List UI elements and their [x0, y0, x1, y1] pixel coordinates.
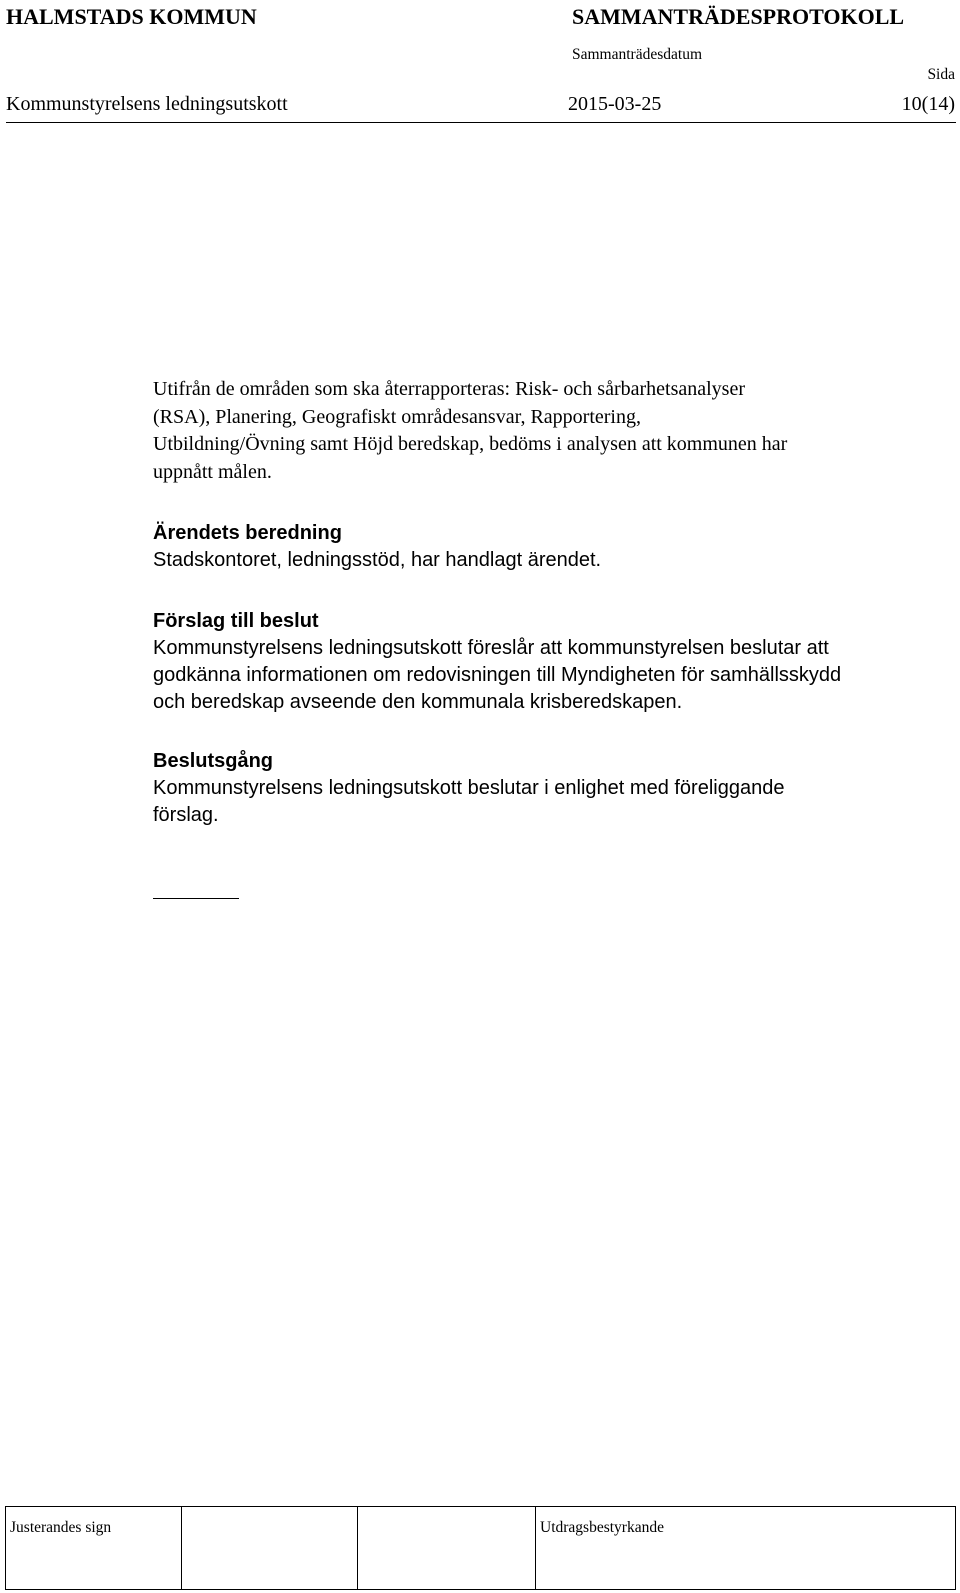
meeting-date: 2015-03-25: [568, 93, 662, 115]
signature-cell: [182, 1507, 358, 1589]
intro-line: Utbildning/Övning samt Höjd beredskap, bedöms i analysen att kommunen har: [153, 433, 788, 455]
section-heading: Förslag till beslut: [153, 610, 319, 632]
meeting-date-label: Sammanträdesdatum: [572, 46, 702, 63]
extract-certification-cell: [536, 1507, 955, 1589]
section-line: och beredskap avseende den kommunala krisberedskapen.: [153, 691, 683, 713]
section-line: förslag.: [153, 804, 219, 826]
page-label: Sida: [927, 66, 955, 83]
adjuster-sign-cell: [6, 1507, 182, 1589]
signature-cell: [358, 1507, 536, 1589]
section-line: Kommunstyrelsens ledningsutskott föreslår att kommunstyrelsen beslutar att: [153, 637, 829, 659]
section-line: Stadskontoret, ledningsstöd, har handlagt ärendet.: [153, 549, 602, 571]
section-line: Kommunstyrelsens ledningsutskott beslutar i enlighet med föreliggande: [153, 777, 785, 799]
intro-line: uppnått målen.: [153, 460, 272, 483]
signature-table: [5, 1506, 956, 1590]
section-preparation: [153, 520, 943, 574]
document-type-title: SAMMANTRÄDESPROTOKOLL: [572, 4, 905, 29]
intro-line: Utifrån de områden som ska återrapporteras: Risk- och sårbarhetsanalyser: [153, 378, 746, 400]
adjuster-sign-label: Justerandes sign: [10, 1519, 112, 1536]
intro-line: (RSA), Planering, Geografiskt områdesansvar, Rapportering,: [153, 405, 641, 428]
page-number: 10(14): [901, 93, 955, 115]
section-heading: Ärendets beredning: [153, 522, 342, 544]
section-line: godkänna informationen om redovisningen till Myndigheten för samhällsskydd: [153, 664, 842, 686]
section-proposal: [153, 608, 943, 716]
intro-paragraph: [153, 376, 943, 486]
section-decision-process: [153, 748, 943, 829]
organization-name: HALMSTADS KOMMUN: [6, 4, 257, 29]
extract-certification-label: Utdragsbestyrkande: [540, 1519, 664, 1536]
committee-name: Kommunstyrelsens ledningsutskott: [6, 93, 288, 115]
section-end-rule: [153, 898, 239, 899]
section-heading: Beslutsgång: [153, 750, 274, 772]
header-divider: [6, 122, 956, 123]
